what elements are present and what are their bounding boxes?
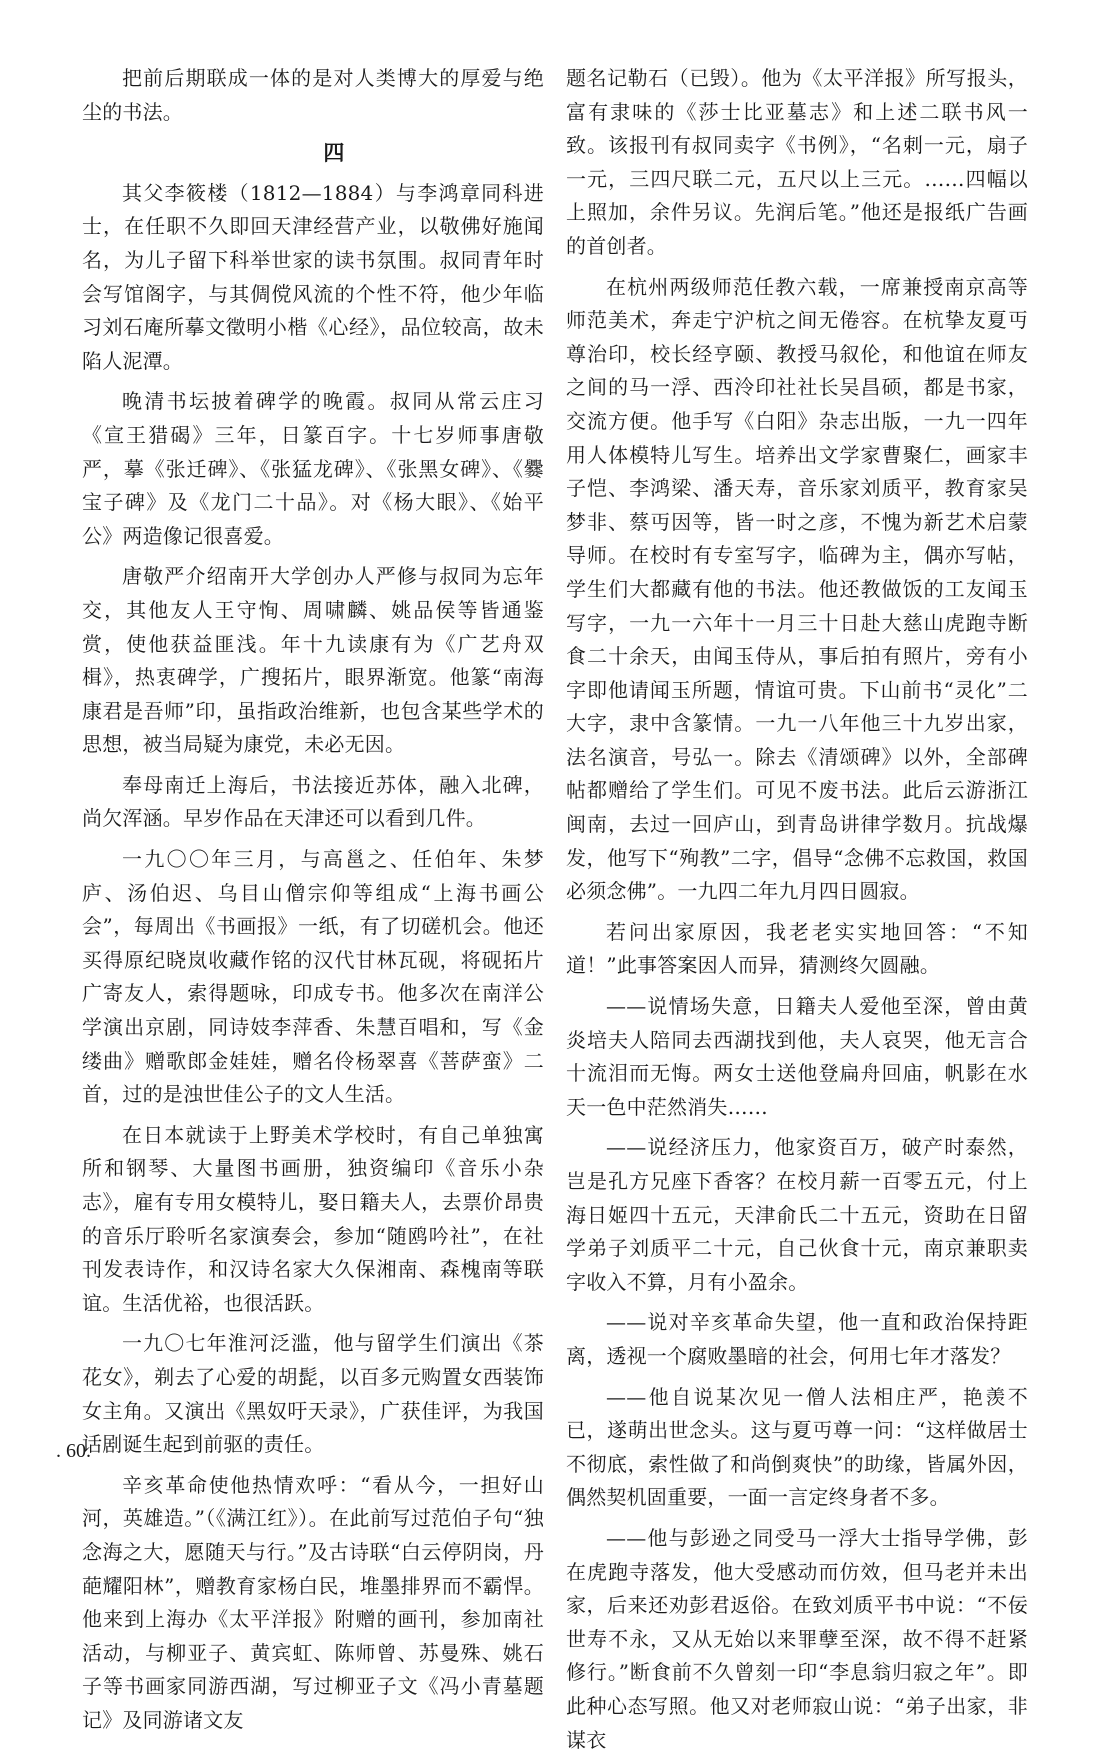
paragraph-continued: 题名记勒石（已毁）。他为《太平洋报》所写报头，富有隶味的《莎士比亚墓志》和上述二联书风一致。该报刊有叔同卖字《书例》，“名刺一元，扇子一元，三四尺联二元，五尺以上三元。……四幅以上照加，余件另议。先润后笔。”他还是报纸广告画的首创者。 (566, 66, 1028, 258)
paragraph: 晚清书坛披着碑学的晚霞。叔同从常云庄习《宣王猎碣》三年，日篆百字。十七岁师事唐敬严，摹《张迁碑》、《张猛龙碑》、《张黑女碑》、《爨宝子碑》及《龙门二十品》。对《杨大眼》、《始平公》两造像记很喜爱。 (82, 389, 544, 548)
paragraph: 唐敬严介绍南开大学创办人严修与叔同为忘年交，其他友人王守恂、周啸麟、姚品侯等皆通鉴赏，使他获益匪浅。年十九读康有为《广艺舟双楫》，热衷碑学，广搜拓片，眼界渐宽。他篆“南海康君是吾师”印，虽指政治维新，也包含某些学术的思想，被当局疑为康党，未必无因。 (82, 564, 544, 757)
page-number: . 60. (56, 1440, 91, 1462)
paragraph: 若问出家原因，我老老实实地回答：“不知道！”此事答案因人而异，猜测终欠圆融。 (566, 919, 1028, 978)
paragraph: 在日本就读于上野美术学校时，有自己单独寓所和钢琴、大量图书画册，独资编印《音乐小杂志》，雇有专用女模特儿，娶日籍夫人，去票价昂贵的音乐厅聆听名家演奏会，参加“随鸥吟社”，在社刊发表诗作，和汉诗名家大久保湘南、森槐南等联谊。生活优裕，也很活跃。 (82, 1122, 544, 1315)
paragraph: ——他与彭逊之同受马一浮大士指导学佛，彭在虎跑寺落发，他大受感动而仿效，但马老并未出家，后来还劝彭君返俗。在致刘质平书中说：“不佞世寿不永，又从无始以来罪孽至深，故不得不赶紧修行。”断食前不久曾刻一印“李息翁归寂之年”。即此种心态写照。他又对老师寂山说：“弟子出家，非谋衣 (566, 1525, 1028, 1752)
left-text-column (82, 62, 544, 1745)
paragraph: ——他自说某次见一僧人法相庄严，艳羡不已，遂萌出世念头。这与夏丏尊一问：“这样做居士不彻底，索性做了和尚倒爽快”的助缘，皆属外因，偶然契机固重要，一面一言定终身者不多。 (566, 1384, 1028, 1510)
paragraph: ——说对辛亥革命失望，他一直和政治保持距离，透视一个腐败墨暗的社会，何用七年才落发？ (566, 1310, 1028, 1368)
paragraph: ——说经济压力，他家资百万，破产时泰然，岂是孔方兄座下香客？在校月薪一百零五元，付上海日姬四十五元，天津俞氏二十五元，资助在日留学弟子刘质平二十元，自己伙食十元，南京兼职卖字收入不算，月有小盈余。 (566, 1135, 1028, 1294)
paragraph: ——说情场失意，日籍夫人爱他至深，曾由黄炎培夫人陪同去西湖找到他，夫人哀哭，他无言合十流泪而无悔。两女士送他登扁舟回庙，帆影在水天一色中茫然消失…… (566, 994, 1028, 1119)
paragraph: 奉母南迁上海后，书法接近苏体，融入北碑，尚欠浑涵。早岁作品在天津还可以看到几件。 (82, 772, 544, 831)
right-text-column (566, 62, 1028, 1764)
paragraph: 一九〇七年淮河泛滥，他与留学生们演出《茶花女》，剃去了心爱的胡髭，以百多元购置女西装饰女主角。又演出《黑奴吁天录》，广获佳评，为我国话剧诞生起到前驱的责任。 (82, 1331, 544, 1457)
paragraph: 一九〇〇年三月，与高邕之、任伯年、朱梦庐、汤伯迟、乌目山僧宗仰等组成“上海书画公会”，每周出《书画报》一纸，有了切磋机会。他还买得原纪晓岚收藏作铭的汉代甘林瓦砚，将砚拓片广寄友人，索得题咏，印成专书。他多次在南洋公学演出京剧，同诗妓李萍香、朱慧百唱和，写《金缕曲》赠歌郎金娃娃，赠名伶杨翠喜《菩萨蛮》二首，过的是浊世佳公子的文人生活。 (82, 847, 544, 1107)
section-heading: 四 (323, 140, 345, 166)
paragraph: 把前后期联成一体的是对人类博大的厚爱与绝尘的书法。 (82, 66, 544, 124)
paragraph: 在杭州两级师范任教六载，一席兼授南京高等师范美术，奔走宁沪杭之间无倦容。在杭挚友夏丏尊治印，校长经亨颐、教授马叙伦，和他谊在师友之间的马一浮、西泠印社社长吴昌硕，都是书家，交流方便。他手写《白阳》杂志出版，一九一四年用人体模特儿写生。培养出文学家曹聚仁，画家丰子恺、李鸿梁、潘天寿，音乐家刘质平，教育家吴梦非、蔡丏因等，皆一时之彦，不愧为新艺术启蒙导师。在校时有专室写字，临碑为主，偶亦写帖，学生们大都藏有他的书法。他还教做饭的工友闻玉写字，一九一六年十一月三十日赴大慈山虎跑寺断食二十余天，由闻玉侍从，事后拍有照片，旁有小字即他请闻玉所题，情谊可贵。下山前书“灵化”二大字，隶中含篆情。一九一八年他三十九岁出家，法名演音，号弘一。除去《清颂碑》以外，全部碑帖都赠给了学生们。可见不废书法。此后云游浙江闽南，去过一回庐山，到青岛讲律学数月。抗战爆发，他写下“殉教”二字，倡导“念佛不忘救国，救国必须念佛”。一九四二年九月四日圆寂。 (566, 274, 1028, 904)
paragraph: 辛亥革命使他热情欢呼：“看从今，一担好山河，英雄造。”（《满江红》）。在此前写过范伯子句“独念海之大，愿随天与行。”及古诗联“白云停阴岗，丹葩耀阳林”，赠教育家杨白民，堆墨排界而不霸悍。他来到上海办《太平洋报》附赠的画刊，参加南社活动，与柳亚子、黄宾虹、陈师曾、苏曼殊、姚石子等书画家同游西湖，写过柳亚子文《冯小青墓题记》及同游诸文友 (82, 1472, 544, 1732)
paragraph: 其父李筱楼（1812—1884）与李鸿章同科进士，在任职不久即回天津经营产业，以敬佛好施闻名，为儿子留下科举世家的读书氛围。叔同青年时会写馆阁字，与其倜傥风流的个性不符，他少年临习刘石庵所摹文徵明小楷《心经》，品位较高，故未陷人泥潭。 (82, 180, 544, 373)
